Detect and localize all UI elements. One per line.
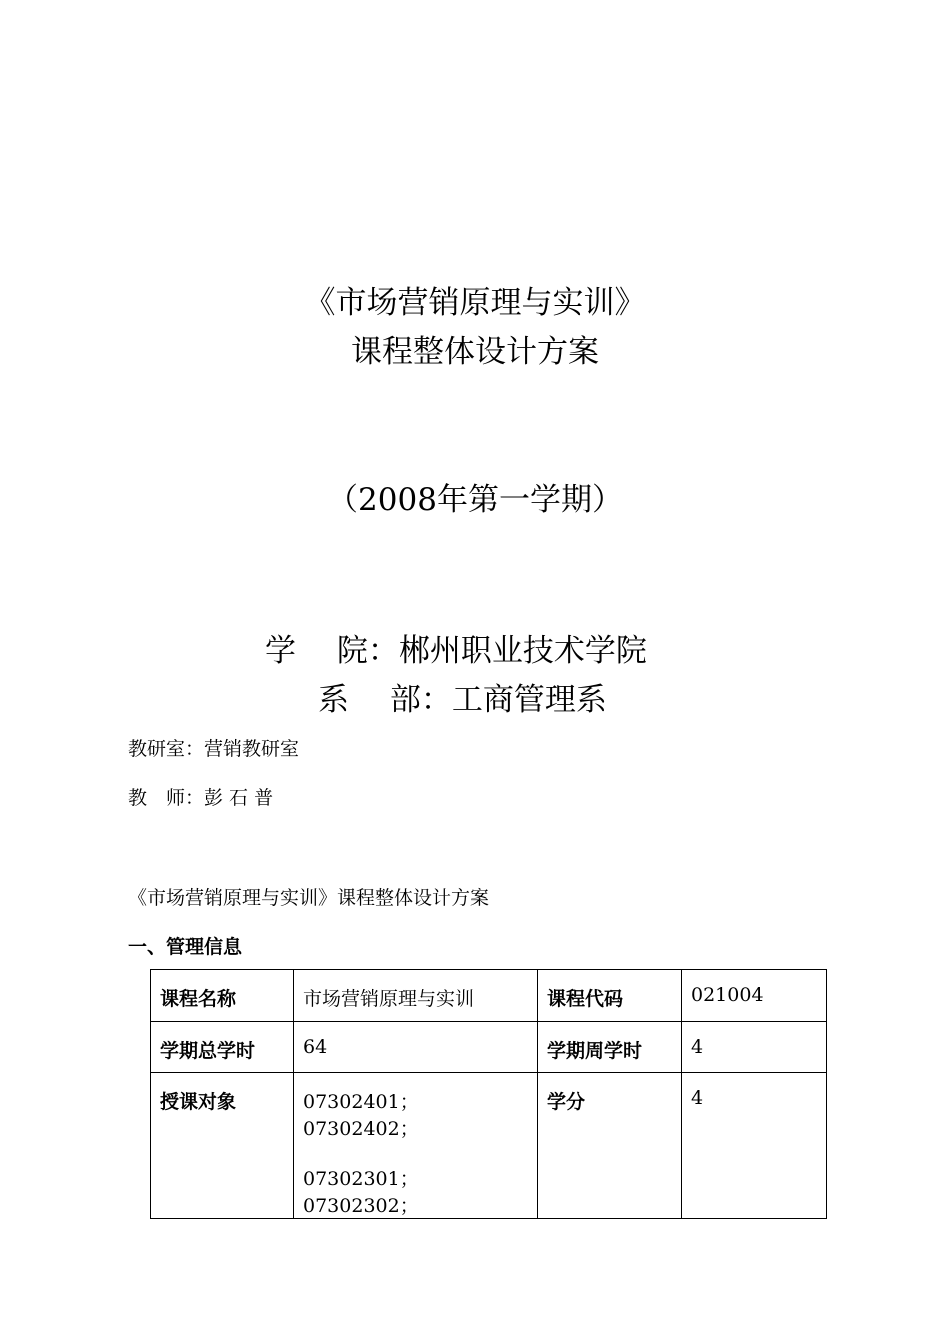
college-label: 学 院：	[265, 633, 399, 669]
college-line	[265, 631, 647, 671]
table-cell-value: 021004	[682, 970, 827, 1022]
section-heading: 一、管理信息	[128, 936, 243, 958]
dept-label: 系 部：	[318, 682, 452, 718]
dept-line	[318, 680, 607, 720]
dept-value: 工商管理系	[451, 682, 607, 718]
office-line	[128, 736, 299, 762]
office-label: 教研室：	[128, 738, 205, 760]
cover-semester: （2008年第一学期）	[327, 482, 623, 518]
management-info-table	[150, 969, 827, 1219]
cover-title-line2: 课程整体设计方案	[351, 334, 599, 370]
class-list-line1: 07302401；07302402；	[303, 1091, 419, 1140]
table-cell-value	[294, 1073, 538, 1219]
teacher-label: 教 师：	[128, 787, 205, 809]
office-value: 营销教研室	[204, 738, 300, 760]
table-cell-label: 课程代码	[538, 970, 682, 1022]
table-cell-label: 授课对象	[151, 1073, 294, 1219]
table-cell-value: 64	[294, 1022, 538, 1073]
doc-title: 《市场营销原理与实训》课程整体设计方案	[128, 887, 490, 909]
college-value: 郴州职业技术学院	[398, 633, 647, 669]
teacher-line	[128, 785, 273, 811]
table-cell-label: 课程名称	[151, 970, 294, 1022]
teacher-value: 彭 石 普	[204, 787, 274, 809]
table-cell-value: 4	[682, 1022, 827, 1073]
table-cell-value: 市场营销原理与实训	[294, 970, 538, 1022]
table-row	[151, 970, 827, 1022]
table-row	[151, 1022, 827, 1073]
table-cell-value: 4	[682, 1073, 827, 1219]
table-cell-label: 学期总学时	[151, 1022, 294, 1073]
table-row	[151, 1073, 827, 1219]
class-list-line2: 07302301；07302302；	[303, 1168, 419, 1217]
table-cell-label: 学期周学时	[538, 1022, 682, 1073]
cover-title-line1: 《市场营销原理与实训》	[304, 285, 646, 321]
table-cell-label: 学分	[538, 1073, 682, 1219]
